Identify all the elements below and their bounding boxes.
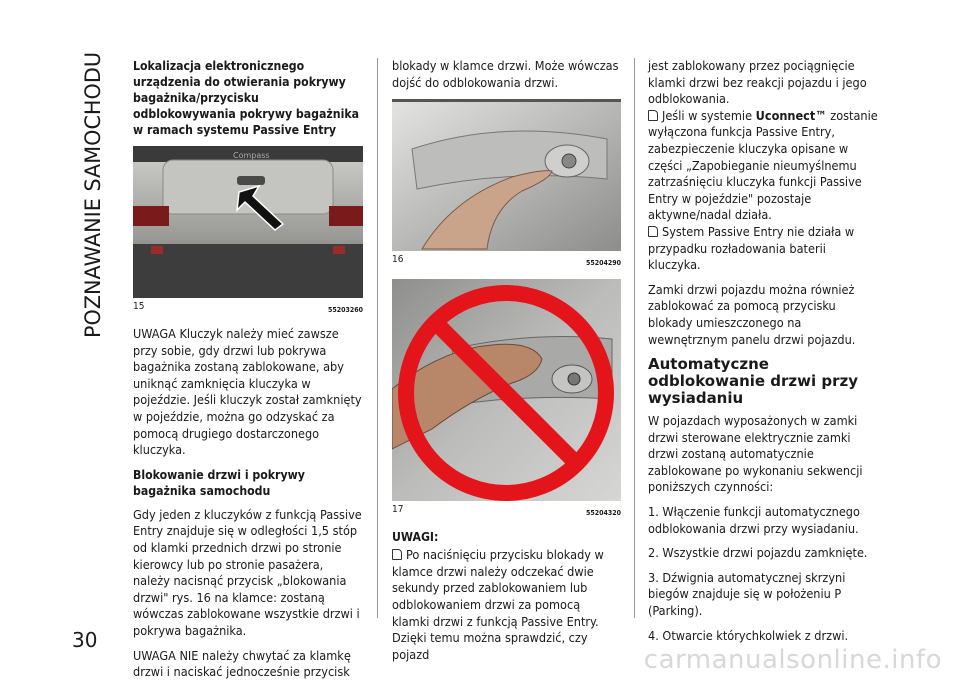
step-4: 4. Otwarcie którychkolwiek z drzwi. [648, 627, 849, 643]
tailgate-handle [237, 176, 265, 185]
figure-15-code: 55203260 [327, 306, 363, 314]
note-3 [648, 224, 880, 274]
column-divider-2 [634, 58, 635, 618]
heading-auto-unlock: Automatyczne odblokowanie drzwi przy wysiadaniu [648, 355, 859, 408]
figure-16-door-handle-photo [392, 99, 621, 251]
door-handle-press-illustration [392, 99, 621, 251]
figure-17-caption [392, 504, 621, 519]
section-title-svg [72, 48, 112, 338]
figure-16-code: 55204290 [585, 259, 621, 268]
note-1 [392, 547, 621, 663]
tailgate-illustration [133, 146, 363, 298]
figure-15-tailgate-photo [133, 146, 363, 298]
forbidden-grab-illustration [392, 279, 621, 501]
badge-text: Compass [233, 151, 270, 160]
bullet-icon [648, 110, 658, 121]
note-2-pre: Jeśli w systemie [662, 107, 756, 123]
section-heading-tailgate: Lokalizacja elektronicznego urządzenia do otwierania pokrywy bagażnika/przycisku odblokowywania pokrywy bagażnika w ramach systemu Passive Entry [133, 59, 360, 137]
note-3-text: System Passive Entry nie działa w przypadku rozładowania baterii kluczyka. [648, 223, 855, 273]
note-2-brand: Uconnect™ [755, 107, 827, 123]
note-1-text: Po naciśnięciu przycisku blokady w klamce drzwi należy odczekać dwie sekundy przed zablokowaniem lub odblokowaniem drzwi za pomocą klamki drzwi z funkcją Passive Entry. Dzięki temu można sprawdzić, czy pojazd [392, 547, 604, 662]
column-1 [133, 58, 363, 689]
heading-locking: Blokowanie drzwi i pokrywy bagażnika samochodu [133, 467, 305, 498]
figure-16-caption [392, 254, 621, 269]
section-title-text: POZNAWANIE SAMOCHODU [81, 48, 105, 338]
warning-continuation: blokady w klamce drzwi. Może wówczas dojść do odblokowania drzwi. [392, 58, 619, 90]
warning-handle: UWAGA NIE należy chwytać za klamkę drzwi i naciskać jednocześnie przycisk [133, 647, 351, 680]
step-1: 1. Włączenie funkcji automatycznego odblokowania drzwi przy wysiadaniu. [648, 504, 860, 536]
page-number: 30 [72, 628, 98, 652]
bullet-icon [648, 226, 658, 237]
figure-17-number: 17 [392, 504, 404, 516]
section-title-vertical [72, 48, 112, 338]
bullet-icon [392, 549, 402, 560]
paragraph-inside-lock: Zamki drzwi pojazdu można również zablokować za pomocą przycisku blokady umieszczonego na wewnętrznym panelu drzwi pojazdu. [648, 281, 856, 347]
step-2: 2. Wszystkie drzwi pojazdu zamknięte. [648, 545, 868, 561]
note-2 [648, 108, 880, 224]
column-divider-1 [377, 58, 378, 618]
figure-16-number: 16 [392, 254, 404, 266]
note-continuation: jest zablokowany przez pociągnięcie klamki drzwi bez reakcji pojazdu i jego odblokowania. [648, 58, 867, 107]
note-2-post: zostanie wyłączona funkcja Passive Entry, zabezpieczenie kluczyka opisane w części „Zapobieganie nieumyślnemu zatrzaśnięciu kluczyka funkcji Passive Entry w pojeździe" pozostaje aktywne/nadal działa. [648, 107, 878, 223]
figure-15-caption [133, 301, 363, 316]
figure-15-number: 15 [133, 301, 145, 312]
notes-heading: UWAGI: [392, 530, 439, 545]
figure-17-forbidden-photo [392, 279, 621, 501]
paragraph-locking: Gdy jeden z kluczyków z funkcją Passive Entry znajduje się w odległości 1,5 stóp od klamki przednich drzwi po stronie kierowcy lub po stronie pasażera, należy nacisnąć przycisk „blokowania drzwi" rys. 16 na klamce: zostaną wówczas zablokowane wszystkie drzwi i pokrywa bagażnika. [133, 506, 362, 638]
figure-17-code: 55204320 [585, 509, 621, 518]
step-3: 3. Dźwignia automatycznej skrzyni biegów znajduje się w położeniu P (Parking). [648, 569, 846, 619]
column-3 [648, 58, 880, 652]
watermark-text: carmanualsonline.info [643, 645, 942, 675]
warning-key-inside: UWAGA Kluczyk należy mieć zawsze przy sobie, gdy drzwi lub pokrywa bagażnika zostaną zablokowane, aby uniknąć zamknięcia kluczyka w pojeździe. Jeśli kluczyk został zamknięty w pojeździe, można go odzyskać za pomocą drugiego dostarczonego kluczyka. [133, 326, 362, 458]
column-2 [392, 58, 621, 671]
paragraph-auto-unlock: W pojazdach wyposażonych w zamki drzwi sterowane elektrycznie zamki drzwi zostaną automatycznie zablokowane po wykonaniu sekwencji poniższych czynności: [648, 413, 863, 495]
